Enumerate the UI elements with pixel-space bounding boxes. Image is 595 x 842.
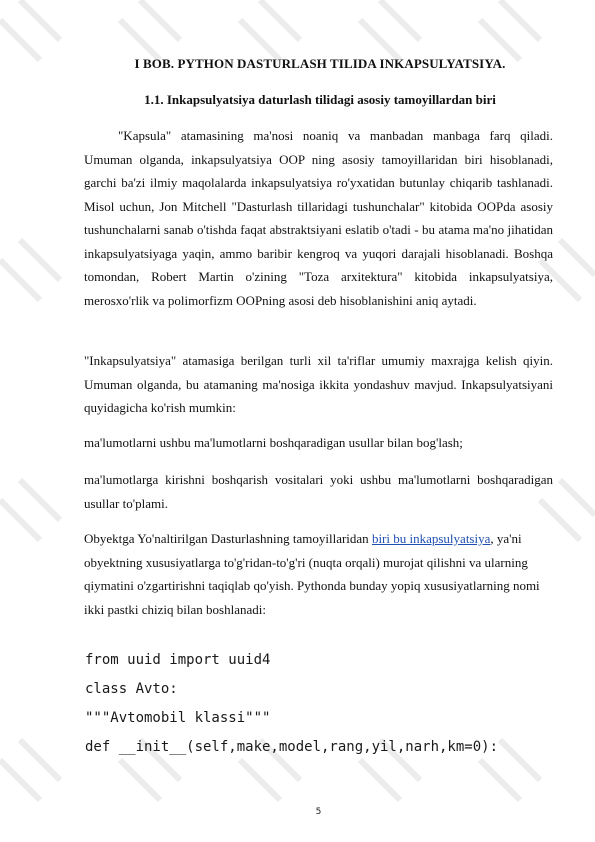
- paragraph-text-after-link: , ya'ni obyektning xususiyatlarga to'g'ridan-to'g'ri (nuqta orqali) murojat qilishni va ularning qiymatini o'zgartirishni taqiqlab qo'yish. Pythonda bunday yopiq xususiyatlarning nomi ikki pastki chiziq bilan boshlanadi:: [84, 531, 540, 617]
- chapter-title: I BOB. PYTHON DASTURLASH TILIDA INKAPSULYATSIYA.: [134, 56, 506, 71]
- code-block: [85, 646, 585, 762]
- page-number: 5: [315, 807, 322, 817]
- paragraph-inkapsulyatsiya-approaches: "Inkapsulyatsiya" atamasiga berilgan turli xil ta'riflar umumiy maxrajga kelish qiyin. Umuman olganda, bu atamaning ma'nosiga ikkita yondashuv mavjud. Inkapsulyatsiyani quyidagicha ko'rish mumkin:: [84, 353, 553, 415]
- paragraph-binding-data: ma'lumotlarni ushbu ma'lumotlarni boshqaradigan usullar bilan bog'lash;: [84, 435, 463, 450]
- inkapsulyatsiya-link[interactable]: biri bu inkapsulyatsiya: [371, 531, 491, 546]
- paragraph-text-before-link: Obyektga Yo'naltirilgan Dasturlashning tamoyillaridan: [84, 531, 372, 546]
- code-line: """Avtomobil klassi""": [85, 710, 271, 726]
- section-title: 1.1. Inkapsulyatsiya daturlash tilidagi asosiy tamoyillardan biri: [144, 92, 496, 107]
- code-line: class Avto:: [85, 681, 178, 697]
- code-line: from uuid import uuid4: [85, 652, 271, 668]
- paragraph-access-control: ma'lumotlarga kirishni boshqarish vositalari yoki ushbu ma'lumotlarni boshqaradigan usullar to'plami.: [84, 472, 553, 511]
- paragraph-oop-principles: [84, 527, 553, 621]
- code-line: def __init__(self,make,model,rang,yil,narh,km=0):: [85, 739, 499, 755]
- paragraph-kapsula-definition: "Kapsula" atamasining ma'nosi noaniq va manbadan manbaga farq qiladi. Umuman olganda, inkapsulyatsiya OOP ning asosiy tamoyillaridan biri hisoblanadi, garchi ba'zi ilmiy maqolalarda inkapsulyatsiya ro'yxatidan butunlay chiqarib tashlanadi. Misol uchun, Jon Mitchell "Dasturlash tillaridagi tushunchalar" kitobida OOPda asosiy tushunchalarni sanab o'tishda faqat abstraktsiyani eslatib o'tadi - bu atama ma'no jihatidan inkapsulyatsiyaga yaqin, ammo baribir kengroq va yuqori darajali hisoblanadi. Boshqa tomondan, Robert Martin o'zining "Toza arxitektura" kitobida inkapsulyatsiya, merosxo'rlik va polimorfizm OOPning asosi deb hisoblanishini aniq aytadi.: [84, 128, 553, 308]
